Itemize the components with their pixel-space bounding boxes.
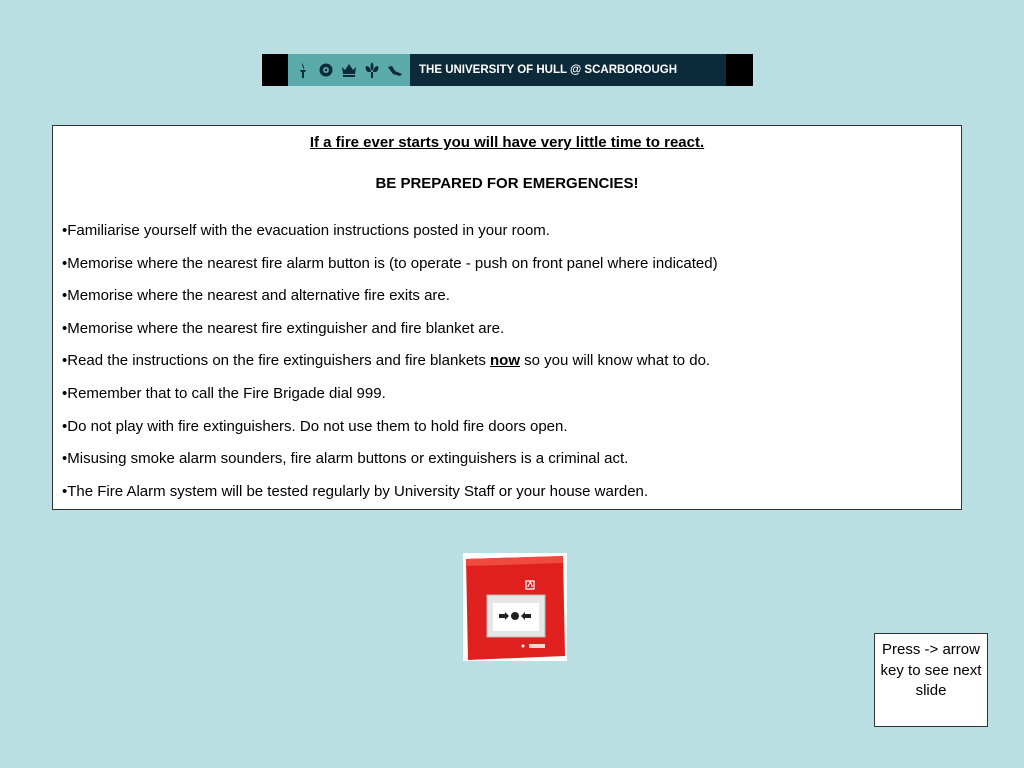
fire-alarm-call-point-icon [463, 553, 567, 661]
fire-alarm-image [463, 553, 567, 661]
list-item: •Familiarise yourself with the evacuation instructions posted in your room. [62, 222, 550, 239]
university-banner [262, 54, 753, 86]
list-item: •Memorise where the nearest fire extinguisher and fire blanket are. [62, 319, 505, 337]
emphasis-now: now [490, 352, 520, 370]
list-item: •The Fire Alarm system will be tested regularly by University Staff or your house warden. [62, 482, 649, 500]
banner-right-cap [726, 54, 753, 86]
next-slide-hint: Press -> arrow key to see next slide [874, 633, 988, 727]
list-item-text: so you will know what to do. [520, 352, 711, 370]
crown-icon [340, 61, 358, 79]
banner-crests [288, 54, 410, 86]
list-item: •Do not play with fire extinguishers. Do not use them to hold fire doors open. [62, 417, 568, 435]
gear-icon [317, 61, 335, 79]
bird-icon [386, 61, 404, 79]
list-item: •Remember that to call the Fire Brigade dial 999. [62, 384, 386, 402]
torch-icon [294, 61, 312, 79]
list-item: •Memorise where the nearest fire alarm button is (to operate - push on front panel where indicated) [62, 254, 718, 272]
instruction-list [62, 222, 951, 515]
list-item: •Memorise where the nearest and alternative fire exits are. [62, 287, 450, 305]
banner-left-cap [262, 54, 288, 86]
list-item-text: •Read the instructions on the fire extinguishers and fire blankets [62, 352, 490, 370]
panel-heading: If a fire ever starts you will have very little time to react. [309, 134, 705, 151]
list-item: •Misusing smoke alarm sounders, fire alarm buttons or extinguishers is a criminal act. [62, 450, 629, 468]
banner-title: THE UNIVERSITY OF HULL @ SCARBOROUGH [419, 64, 678, 76]
fire-safety-panel [52, 125, 962, 510]
panel-subheading: BE PREPARED FOR EMERGENCIES! [375, 175, 639, 192]
list-item [62, 352, 951, 385]
fleur-de-lis-icon [363, 61, 381, 79]
